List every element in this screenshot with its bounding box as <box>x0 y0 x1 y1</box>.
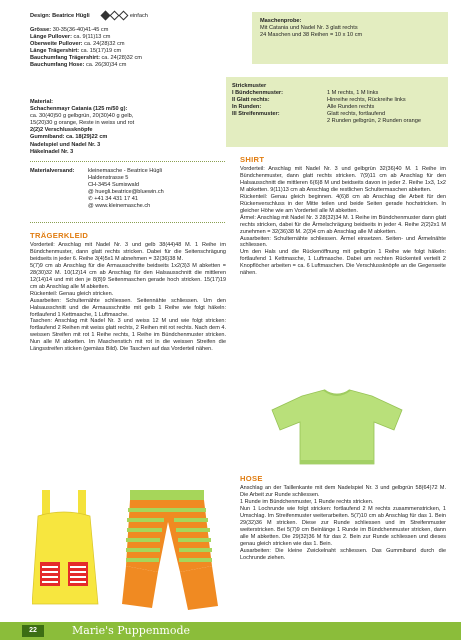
paragraph: Um den Hals und die Rückenöffnung mit gelbgrün 1 Reihe wie folgt häkeln: fortlaufend 1 Kettmasche, 1 Luftmasche. Dabei am rechten Rückenteil verteilt 2 Knopflöcher arbeiten = ca. 6 Luftmaschen. Die Verschlussknöpfe an die Gegenseite nähen. <box>240 249 446 277</box>
sizes-block <box>30 27 230 70</box>
muster-value: 1 M rechts, 1 M links <box>327 90 379 97</box>
material-line: Schachenmayr Catania (125 m/50 g): <box>30 106 128 113</box>
size-key: Grösse: <box>30 27 52 33</box>
paragraph: Nun 1 Lochrunde wie folgt stricken: fortlaufend 2 M rechts zusammenstricken, 1 Umschlag. Im Streifenmuster weiterarbeiten. 5(7)10 cm ab Anschlag für das 1. Bein 29(32)36 M stricken. Diese zur Runde schliessen und im Streifenmuster weiterstricken. Bei 5(7)9 cm Beinlänge 1 Runde im Bündchenmuster stricken, dann alle M abketten. Die 29(32)36 M für das 2. Bein zur Runde schliessen und dieses genau gleich stricken wie das 1. Bein. <box>240 505 446 547</box>
design-line <box>30 12 230 20</box>
versand-line: CH-3454 Sumiswald <box>88 182 139 189</box>
paragraph: Vorderteil: Anschlag mit Nadel Nr. 3 und gelbgrün 32(36)40 M. 1 Reihe im Bündchenmuster, dann glatt rechts stricken. 7(9)11 cm ab Anschlag für den Halsausschnitt die mittleren 6(6)8 M und beidseits davon in jeder 2. Reihe 1x3, 1x2 M abketten. 9(11)13 cm ab Anschlag die restlichen Schultermaschen abketten. <box>240 166 446 193</box>
paragraph: Taschen: Anschlag mit Nadel Nr. 3 und weiss 12 M und wie folgt stricken: fortlaufend 2 Reihen mit weiss glatt rechts, 2 Reihen mit rot rechts. Nach dem 4. weissen Streifen mit rot 1 Reihe rechts, 1 Reihe im Bündchenmuster stricken. Nun alle M abketten. Im Maschenstich mit rot in die weissen Streifen die Längsstreifen sticken (gemäss Bild). Die Taschen auf das Vorderteil nähen. <box>30 318 226 353</box>
size-value: ca. 24(28)32 cm <box>101 55 142 62</box>
shirt-section <box>240 155 446 277</box>
strickmuster-box <box>226 77 448 147</box>
maschenprobe-line: 24 Maschen und 38 Reihen = 10 x 10 cm <box>260 32 363 39</box>
paragraph: 1 Runde im Bündchenmuster, 1 Runde rechts stricken. <box>240 498 374 505</box>
size-key: Länge Pullover: <box>30 34 72 41</box>
muster-value: Hinreihe rechts, Rückreihe links <box>327 97 406 104</box>
maschenprobe-line: Mit Catania und Nadel Nr. 3 glatt rechts <box>260 25 358 32</box>
traegerkleid-title: TRÄGERKLEID <box>30 231 89 240</box>
material-block <box>30 99 230 156</box>
difficulty-icon <box>101 13 128 19</box>
design-label: Design: <box>30 12 51 19</box>
maschenprobe-title: Maschenprobe: <box>260 18 302 24</box>
magazine-title: Marie's Puppenmode <box>72 624 191 637</box>
size-value: ca. 15(17)19 cm <box>80 48 122 55</box>
paragraph: Rückenteil: Genau gleich beginnen. 4(6)8 cm ab Anschlag die Arbeit für den Rückenverschluss in der Mitte teilen und beide Seiten gerade hochstricken. In gleicher Höhe wie am Vorderteil alle M abketten. <box>240 193 446 214</box>
muster-key: I Bündchenmuster: <box>232 90 283 97</box>
paragraph: Vorderteil: Anschlag mit Nadel Nr. 3 und gelb 38(44)48 M. 1 Reihe im Bündchenmuster, dann glatt rechts stricken. Dabei für die Seitenschrägung beidseits in jeder 6. Reihe 3(4)5x1 M abnehmen = 32(36)38 M. <box>30 242 226 262</box>
dress-pants-photo <box>32 486 232 616</box>
size-value: ca. 26(30)34 cm <box>85 62 127 69</box>
versand-label: Materialversand: <box>30 168 75 174</box>
size-value: ca. 24(28)32 cm <box>84 41 125 48</box>
muster-value: 2 Runden gelbgrün, 2 Runden orange <box>327 118 421 125</box>
designer-name: Beatrice Hügli <box>52 12 90 19</box>
pants-illustration <box>122 490 218 610</box>
difficulty-label: einfach <box>129 12 148 19</box>
maschenprobe-box <box>252 12 448 64</box>
versand-line: kleinemasche - Beatrice Hügli <box>88 168 162 174</box>
page-number: 22 <box>22 625 44 637</box>
size-value: 30-35(36-40)41-45 cm <box>52 27 109 33</box>
size-value: ca. 9(11)13 cm <box>73 34 111 41</box>
paragraph: Anschlag an der Taillenkante mit dem Nadelspiel Nr. 3 und gelbgrün 58(64)72 M. Die Arbeit zur Runde schliessen. <box>240 485 446 498</box>
traegerkleid-section <box>30 231 226 353</box>
strickmuster-title: Strickmuster <box>232 83 267 89</box>
shirt-photo <box>262 386 412 468</box>
muster-value: Alle Runden rechts <box>327 104 375 111</box>
muster-key <box>232 118 327 125</box>
email-link[interactable]: @ huegli.beatrice@bluewin.ch <box>88 189 164 196</box>
material-title: Material: <box>30 99 54 105</box>
material-line: 2(2)2 Verschlussknöpfe <box>30 127 93 134</box>
materialversand-block <box>30 168 230 211</box>
material-line: ca. 30(40)50 g gelbgrün, 20(30)40 g gelb, <box>30 113 134 120</box>
paragraph: Rückenteil: Genau gleich stricken. <box>30 290 114 297</box>
website-link[interactable]: @ www.kleinemasche.ch <box>88 203 151 210</box>
size-key: Oberweite Pullover: <box>30 41 83 48</box>
paragraph: Ausarbeiten: Die kleine Zwickelnaht schliessen. Das Gummiband durch die Lochrunde ziehen. <box>240 547 446 561</box>
muster-value: Glatt rechts, fortlaufend <box>327 111 386 118</box>
paragraph: 5(7)9 cm ab Anschlag für die Armausschnitte beidseits 1x2(3)3 M abketten = 28(30)32 M. 10(12)14 cm ab Anschlag für den Halsausschnitt die mittleren 12(14)14 und mit den je 8(8)9 Seitenmaschen gerade hoch stricken. 15(17)19 cm ab Anschlag alle M abketten. <box>30 262 226 290</box>
material-line: 15(20)30 g orange, Reste in weiss und rot <box>30 120 135 127</box>
hose-section <box>240 474 446 561</box>
shirt-title: SHIRT <box>240 155 265 164</box>
footer-bar <box>0 622 461 640</box>
material-line: Nadelspiel und Nadel Nr. 3 <box>30 141 101 148</box>
paragraph: Ausarbeiten: Schulternähte schliessen. Seitennähte schliessen. Um den Halsausschnitt und die Armausschnitte mit gelb 1 Reihe wie folgt häkeln: fortlaufend 1 Kettmasche, 1 Luftmasche. <box>30 297 226 318</box>
material-line: Häkelnadel Nr. 3 <box>30 148 74 155</box>
separator <box>30 161 225 162</box>
separator <box>30 222 225 223</box>
muster-key: III Streifenmuster: <box>232 111 280 118</box>
material-line: Gummiband: ca. 18(29)22 cm <box>30 134 108 141</box>
hose-title: HOSE <box>240 474 263 483</box>
paragraph: Ärmel: Anschlag mit Nadel Nr. 3 28(32)34 M. 1 Reihe im Bündchenmuster dann glatt rechts stricken, dabei für die Ärmelschrägung beidseits in jeder 4. Reihe 2(2)2x1 M zunehmen = 32(36)38 M. 2(3)4 cm ab Anschlag alle M abketten. <box>240 214 446 235</box>
size-key: Bauchumfang Hose: <box>30 62 85 69</box>
versand-line: Haldenstrasse 5 <box>88 175 129 182</box>
paragraph: Ausarbeiten: Schulternähte schliessen. Ärmel einsetzen. Seiten- und Ärmelnähte schliessen. <box>240 235 446 249</box>
muster-key: In Runden: <box>232 104 262 111</box>
size-key: Länge Trägershirt: <box>30 48 80 55</box>
dress-illustration <box>32 490 98 604</box>
muster-key: II Glatt rechts: <box>232 97 270 104</box>
size-key: Bauchumfang Trägershirt: <box>30 55 100 62</box>
phone-line: ✆ +41 34 431 17 41 <box>88 196 138 203</box>
